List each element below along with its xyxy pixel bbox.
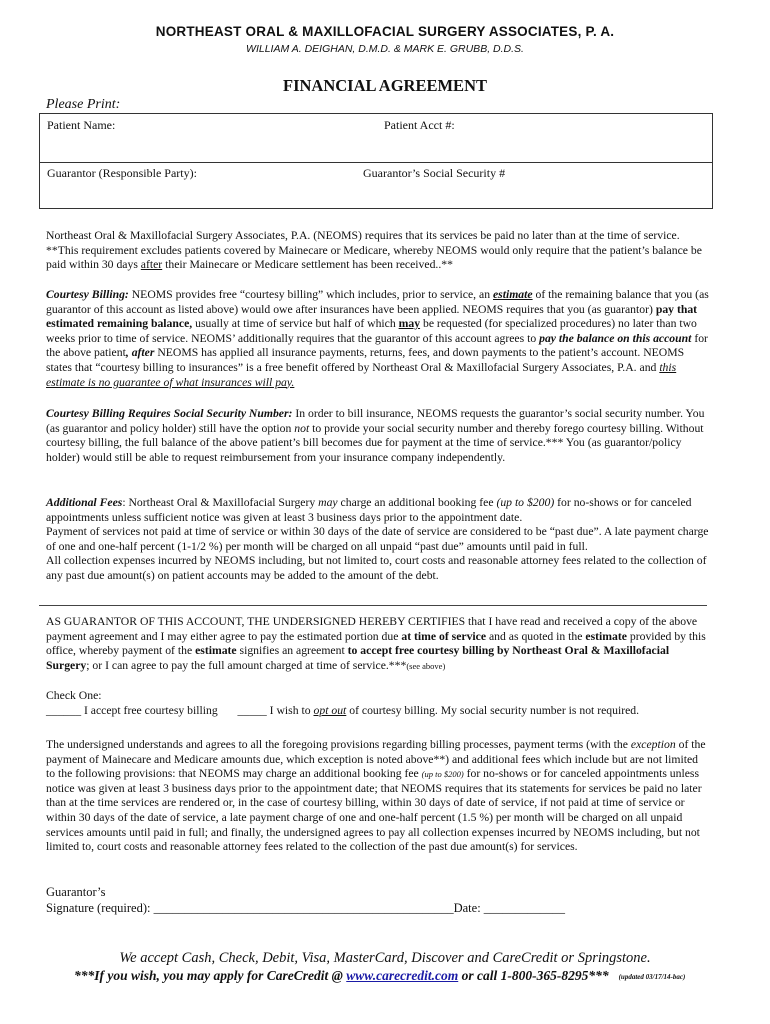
accept-blank[interactable]: ______ [46,703,82,717]
ssn-requirement-paragraph: Courtesy Billing Requires Social Security Number: In order to bill insurance, NEOMS requests the guarantor’s social security number. You (as guarantor and policy holder) still have the option not to provide your social security number and thereby forego courtesy billing. Without courtesy billing, the full balance of the above patient’s bill becomes due for payment at the time of service.*** You (as guarantor/policy holder) would still be able to request reimbursement from your insurance company independently. [46,407,705,464]
doctor-names: WILLIAM A. DEIGHAN, D.M.D. & MARK E. GRUBB, D.D.S. [246,43,524,55]
signature-section [46,884,710,916]
form-divider [40,162,712,163]
payment-methods-note: We accept Cash, Check, Debit, Visa, MasterCard, Discover and CareCredit or Springstone. [119,950,651,966]
agreement-terms-paragraph: The undersigned understands and agrees to all the foregoing provisions regarding billing processes, payment terms (with the exception of the payment of Mainecare and Medicare amounts due, which exception is noted above**) and additional fees which include but are not limited to the following provisions: that NEOMS may charge an additional booking fee (up to $200) for no-shows or for canceled appointments unless notice was given at least 3 business days prior to the appointment date; that NEOMS requires that its statements for services be paid no later than at the time services are rendered or, in the case of courtesy billing, within 30 days of date of service, if not paid at time of service or within 30 days of the date of service, a late payment charge of one and one-half percent (1.5 %) per month will be charged on all unpaid services amounts until paid in full; and finally, the undersigned agrees to pay all collection expenses incurred by NEOMS including, but not limited to, court costs and reasonable attorney fees related to the collection of the past due amount(s) for services. [46,738,706,854]
please-print-label: Please Print: [46,97,121,112]
updated-date: (updated 03/17/14-bac) [618,973,686,981]
guarantor-label: Guarantor’s [46,885,106,899]
courtesy-billing-heading: Courtesy Billing: [46,288,129,301]
page-title: FINANCIAL AGREEMENT [283,76,487,95]
accept-courtesy-billing-option[interactable]: ______ I accept free courtesy billing [46,703,218,717]
patient-acct-field[interactable]: Patient Acct #: [384,118,455,132]
check-one-section [46,689,710,718]
opt-out-courtesy-billing-option[interactable]: _____ I wish to opt out of courtesy billing. My social security number is not required. [237,703,640,717]
ssn-requirement-heading: Courtesy Billing Requires Social Security Number: [46,407,293,420]
carecredit-note: ***If you wish, you may apply for CareCredit @ www.carecredit.com or call 1-800-365-8295*** (updated 03/17/14-bac) [74,968,686,983]
additional-fees-paragraph: Additional Fees: Northeast Oral & Maxillofacial Surgery may charge an additional booking fee (up to $200) for no-shows or for canceled appointments unless sufficient notice was given at least 3 business days prior to the appointment date. Payment of services not paid at time of service or within 30 days of the date of service are considered to be “past due”. A late payment charge of one and one-half percent (1-1/2 %) per month will be charged on all unpaid “past due” amounts until paid in full. All collection expenses incurred by NEOMS including, but not limited to, court costs and reasonable attorney fees related to the collection of any past due amount(s) on patient accounts may be added to the amount of the debt. [46,496,709,582]
date-field[interactable]: Date: _____________ [453,901,566,915]
patient-info-form [39,113,713,209]
guarantor-field[interactable]: Guarantor (Responsible Party): [47,166,197,180]
carecredit-link[interactable]: www.carecredit.com [346,968,459,983]
courtesy-billing-paragraph: Courtesy Billing: NEOMS provides free “courtesy billing” which includes, prior to service, an estimate of the remaining balance that you (as guarantor of this account as listed above) would owe after insurances have been applied. NEOMS requires that you (as guarantor) pay that estimated remaining balance, usually at time of service but half of which may be requested (for specialized procedures) no later than two weeks prior to time of service. NEOMS’ additionally requires that the guarantor of this account agrees to pay the balance on this account for the above patient, after NEOMS has applied all insurance payments, returns, fees, and down payments to the patient’s account. NEOMS states that “courtesy billing to insurances” is a free benefit offered by Northeast Oral & Maxillofacial Surgery Associates, P.A. and this estimate is no guarantee of what insurances will pay. [46,288,709,389]
check-one-label: Check One: [46,689,102,702]
opt-out-blank[interactable]: _____ [237,703,267,717]
patient-name-field[interactable]: Patient Name: [47,118,116,132]
guarantor-ssn-field[interactable]: Guarantor’s Social Security # [363,166,506,180]
additional-fees-heading: Additional Fees [46,496,123,509]
guarantor-certification-paragraph: AS GUARANTOR OF THIS ACCOUNT, THE UNDERSIGNED HEREBY CERTIFIES that I have read and received a copy of the above payment agreement and I may either agree to pay the estimated portion due at time of service and as quoted in the estimate provided by this office, whereby payment of the estimate signifies an agreement to accept free courtesy billing by Northeast Oral & Maxillofacial Surgery; or I can agree to pay the full amount charged at time of service.***(see above) [46,615,706,672]
practice-name: NORTHEAST ORAL & MAXILLOFACIAL SURGERY ASSOCIATES, P. A. [155,24,615,39]
signature-field[interactable]: Signature (required): ________________________________________________ [46,901,454,915]
payment-requirement-paragraph: Northeast Oral & Maxillofacial Surgery Associates, P.A. (NEOMS) requires that its services be paid no later than at the time of service. **This requirement excludes patients covered by Mainecare or Medicare, whereby NEOMS would only require that the patient’s balance be paid within 30 days after their Mainecare or Medicare settlement has been received..** [46,229,702,272]
section-divider [39,605,707,606]
